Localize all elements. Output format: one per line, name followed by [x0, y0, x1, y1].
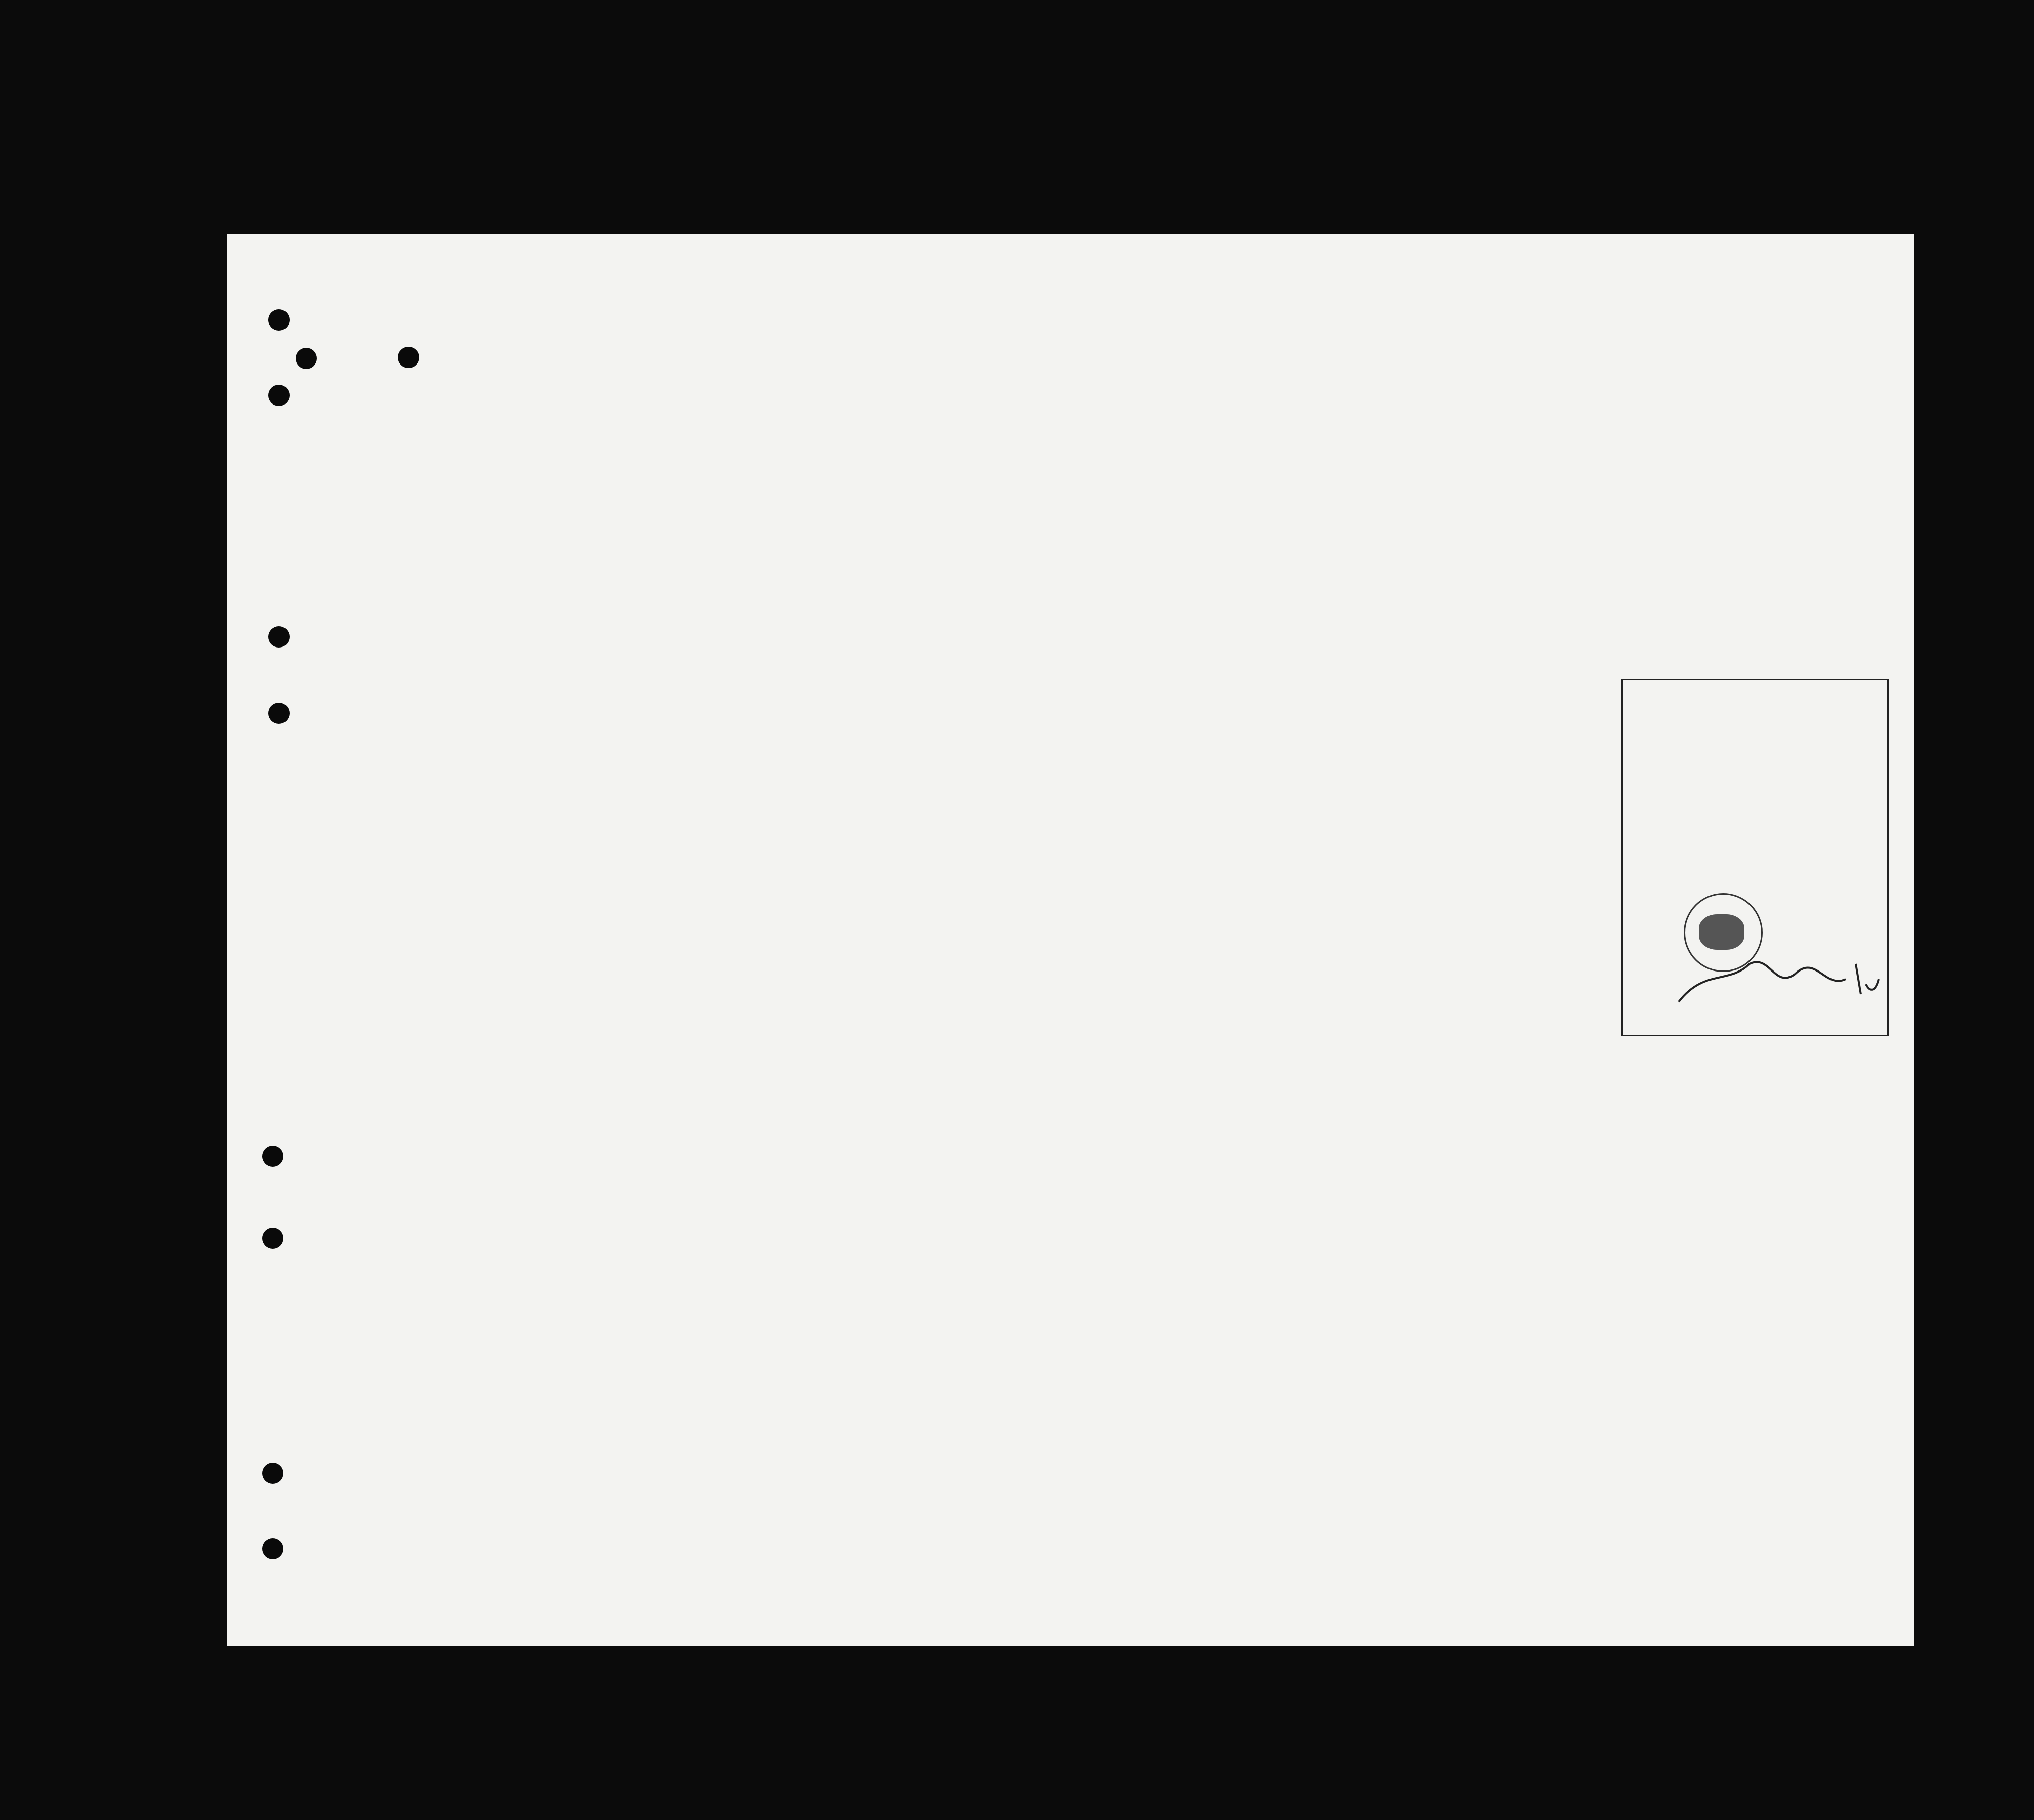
consul-signature — [1623, 680, 1887, 1035]
visa-stamp — [1621, 679, 1889, 1036]
manifest-sheet — [227, 234, 1914, 1646]
eagle-seal-icon — [1699, 914, 1744, 950]
